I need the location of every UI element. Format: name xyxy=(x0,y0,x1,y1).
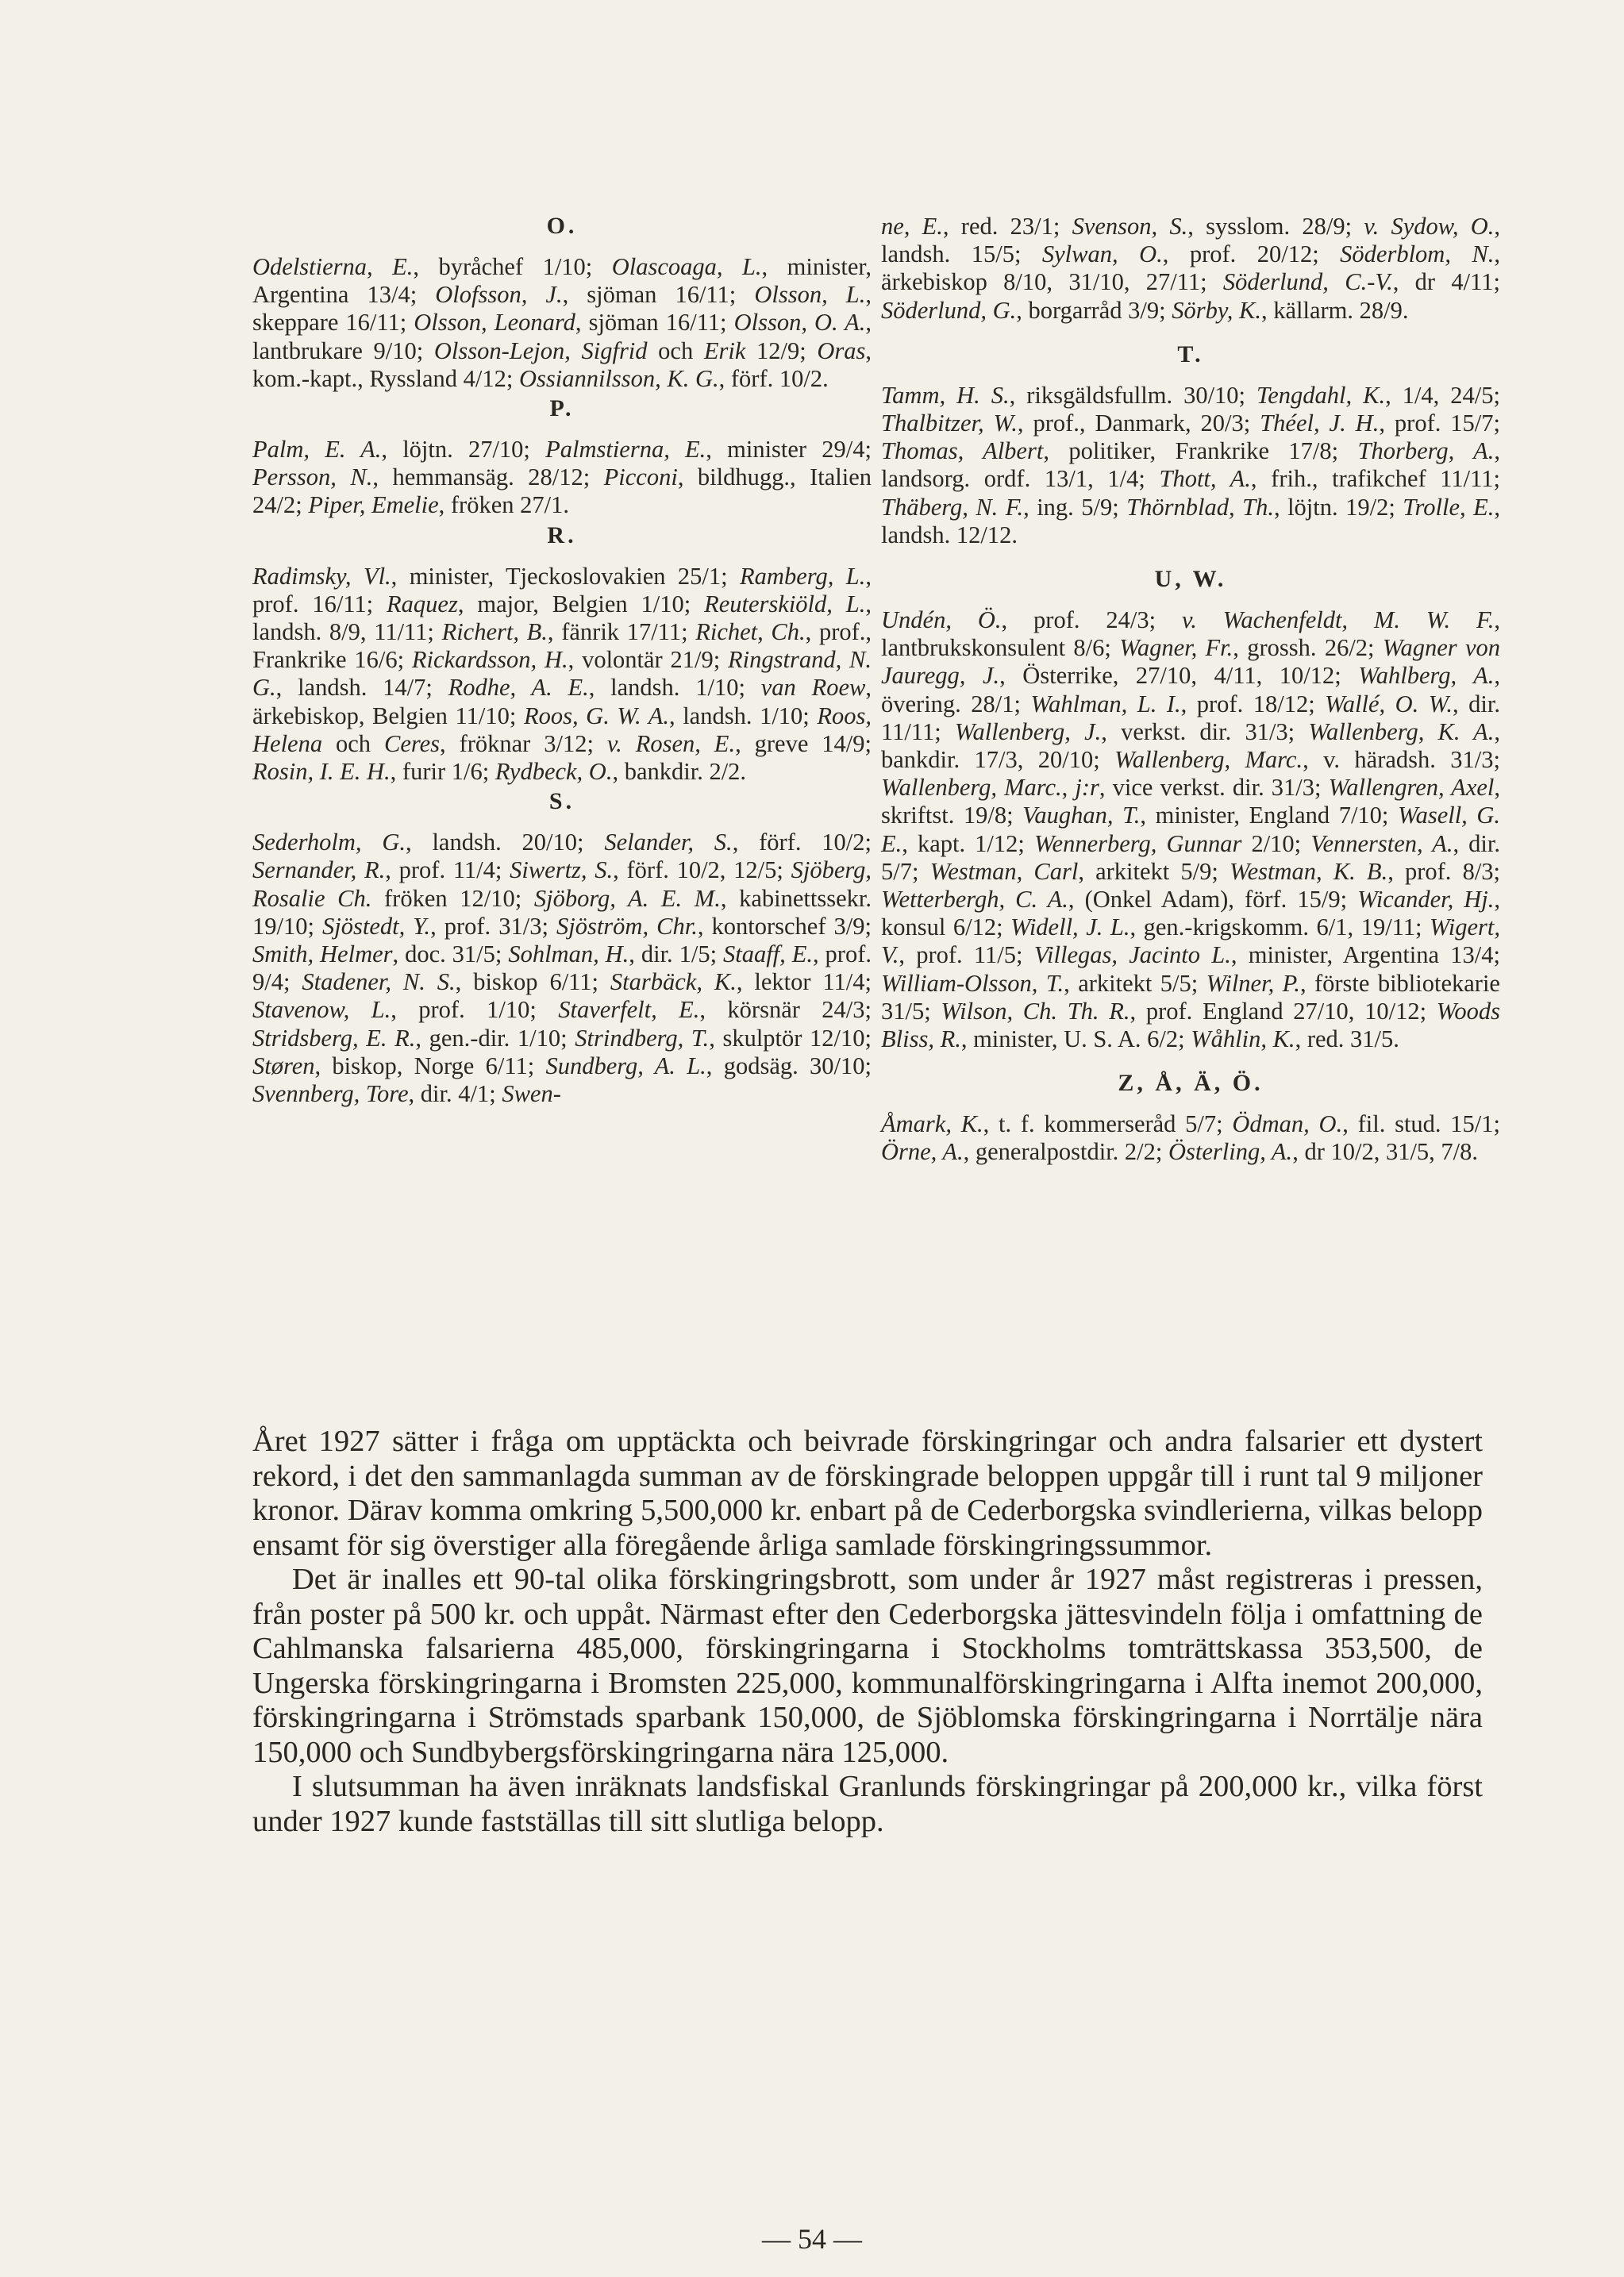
register-column-right xyxy=(881,213,1500,1167)
section-z-a-o xyxy=(881,1067,1500,1166)
section-p xyxy=(252,393,872,520)
body-paragraph: Året 1927 sätter i fråga om upptäckta och beivrade förskingringar och andra falsarier ett dystert rekord, i det den sammanlagda summan av de förskingrade beloppen uppgår till i runt tal 9 miljoner kronor. Därav komma omkring 5,500,000 kr. enbart på de Cederborgska svindlerierna, vilkas belopp ensamt för sig överstiger alla föregående årliga samlade förskingringssummor. xyxy=(252,1425,1483,1562)
section-entries: Sederholm, G., landsh. 20/10; Selander, S., förf. 10/2; Sernander, R., prof. 11/4; Siwertz, S., förf. 10/2, 12/5; Sjöberg, Rosalie Ch. fröken 12/10; Sjöborg, A. E. M., kabinettssekr. 19/10; Sjöstedt, Y., prof. 31/3; Sjöström, Chr., kontorschef 3/9; Smith, Helmer, doc. 31/5; Sohlman, H., dir. 1/5; Staaff, E., prof. 9/4; Stadener, N. S., biskop 6/11; Starbäck, K., lektor 11/4; Stavenow, L., prof. 1/10; Staverfelt, E., körsnär 24/3; Stridsberg, E. R., gen.-dir. 1/10; Strindberg, T., skulptör 12/10; Støren, biskop, Norge 6/11; Sundberg, A. L., godsäg. 30/10; Svennberg, Tore, dir. 4/1; Swen- xyxy=(252,829,872,1108)
section-heading: U, W. xyxy=(1154,566,1227,593)
section-entries: ne, E., red. 23/1; Svenson, S., sysslom. 28/9; v. Sydow, O., landsh. 15/5; Sylwan, O., prof. 20/12; Söderblom, N., ärkebiskop 8/10, 31/10, 27/11; Söderlund, C.-V., dr 4/11; Söderlund, G., borgarråd 3/9; Sörby, K., källarm. 28/9. xyxy=(881,213,1500,324)
section-o xyxy=(252,210,872,393)
body-paragraph: I slutsumman ha även inräknats landsfiskal Granlunds förskingringar på 200,000 kr., vilka först under 1927 kunde fastställas till sitt slutliga belopp. xyxy=(252,1770,1483,1838)
section-heading: Z, Å, Ä, Ö. xyxy=(1118,1070,1264,1097)
section-entries: Tamm, H. S., riksgäldsfullm. 30/10; Tengdahl, K., 1/4, 24/5; Thalbitzer, W., prof., Danmark, 20/3; Théel, J. H., prof. 15/7; Thomas, Albert, politiker, Frankrike 17/8; Thorberg, A., landsorg. ordf. 13/1, 1/4; Thott, A., frih., trafikchef 11/11; Thäberg, N. F., ing. 5/9; Thörnblad, Th., löjtn. 19/2; Trolle, E., landsh. 12/12. xyxy=(881,381,1501,548)
register-column-left xyxy=(252,210,872,1108)
body-paragraph: Det är inalles ett 90-tal olika förskingringsbrott, som under år 1927 måst registreras i pressen, från poster på 500 kr. och uppåt. Närmast efter den Cederborgska jättesvindeln följa i omfattning de Cahlmanska falsarierna 485,000, förskingringarna i Stockholms tomträttskassa 353,500, de Ungerska förskingringarna i Bromsten 225,000, kommunalförskingringarna i Alfta inemot 200,000, förskingringarna i Strömstads sparbank 150,000, de Sjöblomska förskingringarna i Norrtälje nära 150,000 och Sundbybergsförskingringarna nära 125,000. xyxy=(252,1563,1483,1769)
section-entries: Åmark, K., t. f. kommerseråd 5/7; Ödman, O., fil. stud. 15/1; Örne, A., generalpostdir. 2/2; Österling, A., dr 10/2, 31/5, 7/8. xyxy=(881,1110,1500,1166)
section-entries: Palm, E. A., löjtn. 27/10; Palmstierna, E., minister 29/4; Persson, N., hemmansäg. 28/12; Picconi, bildhugg., Italien 24/2; Piper, Emelie, fröken 27/1. xyxy=(252,436,872,519)
section-t xyxy=(881,339,1500,549)
section-heading: P. xyxy=(549,395,575,422)
section-entries: Undén, Ö., prof. 24/3; v. Wachenfeldt, M. W. F., lantbrukskonsulent 8/6; Wagner, Fr., grossh. 26/2; Wagner von Jauregg, J., Österrike, 27/10, 4/11, 10/12; Wahlberg, A., övering. 28/1; Wahlman, L. I., prof. 18/12; Wallé, O. W., dir. 11/11; Wallenberg, J., verkst. dir. 31/3; Wallenberg, K. A., bankdir. 17/3, 20/10; Wallenberg, Marc., v. häradsh. 31/3; Wallenberg, Marc., j:r, vice verkst. dir. 31/3; Wallengren, Axel, skriftst. 19/8; Vaughan, T., minister, England 7/10; Wasell, G. E., kapt. 1/12; Wennerberg, Gunnar 2/10; Vennersten, A., dir. 5/7; Westman, Carl, arkitekt 5/9; Westman, K. B., prof. 8/3; Wetterbergh, C. A., (Onkel Adam), förf. 15/9; Wicander, Hj., konsul 6/12; Widell, J. L., gen.-krigskomm. 6/1, 19/11; Wigert, V., prof. 11/5; Villegas, Jacinto L., minister, Argentina 13/4; William-Olsson, T., arkitekt 5/5; Wilner, P., förste bibliotekarie 31/5; Wilson, Ch. Th. R., prof. England 27/10, 10/12; Woods Bliss, R., minister, U. S. A. 6/2; Wåhlin, K., red. 31/5. xyxy=(881,606,1501,1053)
section-r xyxy=(252,520,872,787)
section-s-continued xyxy=(881,213,1500,325)
section-heading: R. xyxy=(547,521,577,548)
section-s xyxy=(252,786,872,1108)
section-heading: S. xyxy=(548,788,575,815)
body-text xyxy=(252,1425,1483,1839)
section-entries: Radimsky, Vl., minister, Tjeckoslovakien 25/1; Ramberg, L., prof. 16/11; Raquez, major, Belgien 1/10; Reuterskiöld, L., landsh. 8/9, 11/11; Richert, B., fänrik 17/11; Richet, Ch., prof., Frankrike 16/6; Rickardsson, H., volontär 21/9; Ringstrand, N. G., landsh. 14/7; Rodhe, A. E., landsh. 1/10; van Roew, ärkebiskop, Belgien 11/10; Roos, G. W. A., landsh. 1/10; Roos, Helena och Ceres, fröknar 3/12; v. Rosen, E., greve 14/9; Rosin, I. E. H., furir 1/6; Rydbeck, O., bankdir. 2/2. xyxy=(252,562,872,786)
section-u-w xyxy=(881,563,1500,1053)
section-entries: Odelstierna, E., byråchef 1/10; Olascoaga, L., minister, Argentina 13/4; Olofsson, J., sjöman 16/11; Olsson, L., skeppare 16/11; Olsson, Leonard, sjöman 16/11; Olsson, O. A., lantbrukare 9/10; Olsson-Lejon, Sigfrid och Erik 12/9; Oras, kom.-kapt., Ryssland 4/12; Ossiannilsson, K. G., förf. 10/2. xyxy=(252,253,872,392)
section-heading: T. xyxy=(1177,340,1204,367)
page-number: — 54 — xyxy=(762,2223,862,2255)
section-heading: O. xyxy=(546,213,578,239)
